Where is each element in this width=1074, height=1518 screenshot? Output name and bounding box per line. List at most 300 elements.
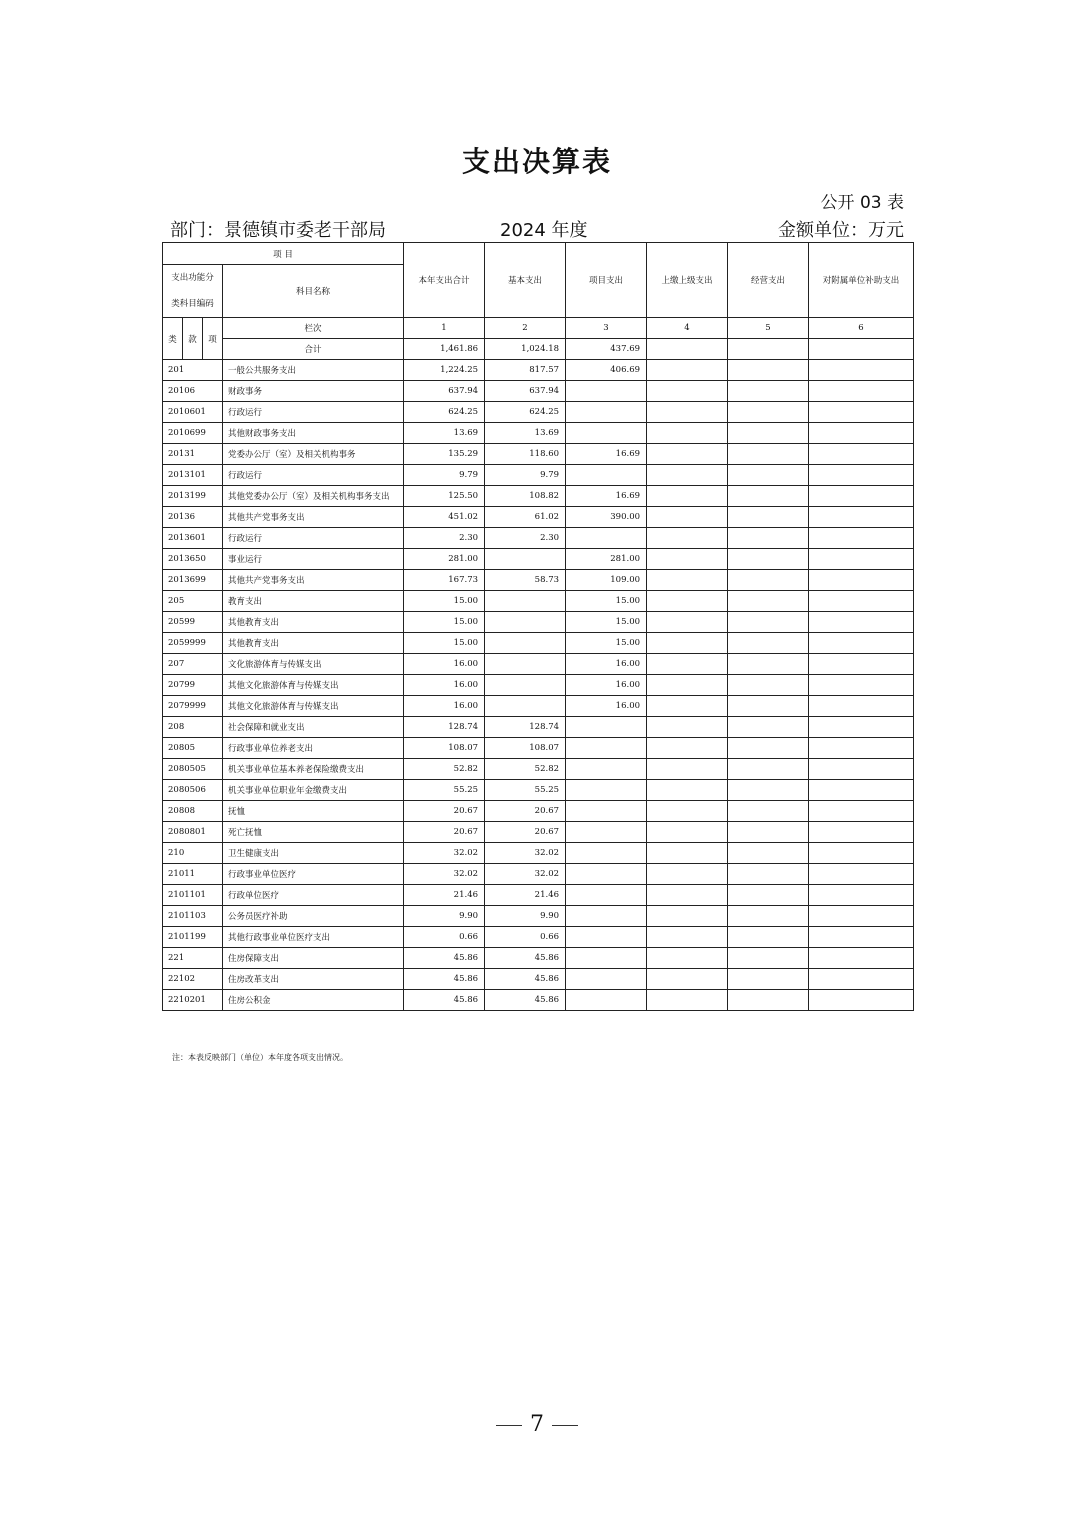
amount-cell bbox=[728, 507, 809, 528]
amount-cell: 21.46 bbox=[404, 885, 485, 906]
amount-cell: 55.25 bbox=[404, 780, 485, 801]
amount-cell: 108.07 bbox=[485, 738, 566, 759]
amount-cell: 52.82 bbox=[485, 759, 566, 780]
subject-code: 2013650 bbox=[163, 549, 223, 570]
table-row bbox=[163, 612, 914, 633]
amount-cell bbox=[566, 990, 647, 1011]
table-row bbox=[163, 486, 914, 507]
col-header-operating: 经营支出 bbox=[728, 243, 809, 318]
table-row bbox=[163, 675, 914, 696]
amount-cell bbox=[728, 843, 809, 864]
amount-cell bbox=[647, 990, 728, 1011]
header-item: 项 目 bbox=[163, 243, 404, 265]
amount-cell: 281.00 bbox=[566, 549, 647, 570]
subject-code: 2080506 bbox=[163, 780, 223, 801]
subject-name: 其他行政事业单位医疗支出 bbox=[223, 927, 404, 948]
amount-cell: 624.25 bbox=[404, 402, 485, 423]
amount-cell bbox=[728, 717, 809, 738]
amount-cell: 13.69 bbox=[404, 423, 485, 444]
amount-cell: 20.67 bbox=[485, 822, 566, 843]
amount-cell bbox=[647, 570, 728, 591]
subject-name: 其他党委办公厅（室）及相关机构事务支出 bbox=[223, 486, 404, 507]
form-number: 公开 03 表 bbox=[820, 193, 904, 213]
amount-cell bbox=[809, 780, 914, 801]
amount-cell bbox=[647, 381, 728, 402]
col-header-basic: 基本支出 bbox=[485, 243, 566, 318]
col-num: 3 bbox=[566, 318, 647, 339]
subject-code: 2013601 bbox=[163, 528, 223, 549]
subject-name: 其他共产党事务支出 bbox=[223, 507, 404, 528]
amount-cell bbox=[728, 885, 809, 906]
amount-cell bbox=[728, 906, 809, 927]
col-header-project: 项目支出 bbox=[566, 243, 647, 318]
amount-cell bbox=[728, 738, 809, 759]
amount-cell bbox=[728, 759, 809, 780]
amount-cell bbox=[809, 381, 914, 402]
amount-cell: 15.00 bbox=[566, 612, 647, 633]
amount-cell: 637.94 bbox=[404, 381, 485, 402]
subject-name: 住房保障支出 bbox=[223, 948, 404, 969]
amount-cell bbox=[647, 864, 728, 885]
amount-cell bbox=[566, 822, 647, 843]
subject-code: 2101199 bbox=[163, 927, 223, 948]
amount-cell: 817.57 bbox=[485, 360, 566, 381]
subject-name: 行政单位医疗 bbox=[223, 885, 404, 906]
subject-code: 2080505 bbox=[163, 759, 223, 780]
subject-name: 一般公共服务支出 bbox=[223, 360, 404, 381]
amount-cell bbox=[647, 801, 728, 822]
total-value bbox=[647, 339, 728, 360]
amount-cell bbox=[809, 675, 914, 696]
amount-cell bbox=[728, 402, 809, 423]
amount-cell: 125.50 bbox=[404, 486, 485, 507]
amount-cell: 16.00 bbox=[566, 675, 647, 696]
amount-cell: 61.02 bbox=[485, 507, 566, 528]
amount-cell bbox=[809, 486, 914, 507]
amount-cell bbox=[566, 843, 647, 864]
amount-cell: 281.00 bbox=[404, 549, 485, 570]
amount-cell: 45.86 bbox=[485, 969, 566, 990]
amount-cell bbox=[809, 927, 914, 948]
amount-cell bbox=[647, 738, 728, 759]
table-row bbox=[163, 843, 914, 864]
amount-cell: 9.79 bbox=[485, 465, 566, 486]
total-value: 1,024.18 bbox=[485, 339, 566, 360]
total-value bbox=[728, 339, 809, 360]
amount-cell: 15.00 bbox=[566, 591, 647, 612]
amount-cell bbox=[728, 591, 809, 612]
amount-cell: 45.86 bbox=[485, 990, 566, 1011]
table-row bbox=[163, 507, 914, 528]
subject-name: 党委办公厅（室）及相关机构事务 bbox=[223, 444, 404, 465]
amount-cell: 15.00 bbox=[566, 633, 647, 654]
subject-code: 20106 bbox=[163, 381, 223, 402]
amount-cell bbox=[728, 612, 809, 633]
subject-code: 2101101 bbox=[163, 885, 223, 906]
amount-cell bbox=[647, 885, 728, 906]
subject-name: 教育支出 bbox=[223, 591, 404, 612]
subject-code: 207 bbox=[163, 654, 223, 675]
amount-cell bbox=[647, 549, 728, 570]
subject-name: 其他文化旅游体育与传媒支出 bbox=[223, 696, 404, 717]
subject-name: 行政运行 bbox=[223, 465, 404, 486]
amount-cell: 16.00 bbox=[404, 675, 485, 696]
amount-cell bbox=[809, 969, 914, 990]
amount-cell bbox=[809, 864, 914, 885]
amount-cell bbox=[566, 948, 647, 969]
amount-cell bbox=[647, 633, 728, 654]
subject-name: 其他文化旅游体育与传媒支出 bbox=[223, 675, 404, 696]
amount-cell: 52.82 bbox=[404, 759, 485, 780]
subject-code: 210 bbox=[163, 843, 223, 864]
amount-cell bbox=[728, 570, 809, 591]
subject-code: 2101103 bbox=[163, 906, 223, 927]
amount-cell bbox=[647, 360, 728, 381]
amount-cell: 135.29 bbox=[404, 444, 485, 465]
amount-cell bbox=[566, 969, 647, 990]
page-dash-right bbox=[552, 1425, 578, 1426]
amount-cell: 16.00 bbox=[404, 654, 485, 675]
amount-cell bbox=[809, 885, 914, 906]
subject-code: 205 bbox=[163, 591, 223, 612]
subject-code: 20136 bbox=[163, 507, 223, 528]
header-lei: 类 bbox=[163, 318, 183, 360]
amount-cell: 32.02 bbox=[404, 864, 485, 885]
amount-cell bbox=[728, 360, 809, 381]
table-row bbox=[163, 654, 914, 675]
amount-cell bbox=[728, 780, 809, 801]
amount-cell bbox=[728, 675, 809, 696]
amount-cell bbox=[566, 864, 647, 885]
amount-cell bbox=[485, 633, 566, 654]
amount-cell: 624.25 bbox=[485, 402, 566, 423]
header-func-class bbox=[163, 265, 223, 318]
col-num: 5 bbox=[728, 318, 809, 339]
subject-name: 机关事业单位基本养老保险缴费支出 bbox=[223, 759, 404, 780]
table-row bbox=[163, 696, 914, 717]
subject-name: 卫生健康支出 bbox=[223, 843, 404, 864]
table-row bbox=[163, 780, 914, 801]
amount-cell bbox=[647, 948, 728, 969]
amount-cell bbox=[485, 675, 566, 696]
amount-cell bbox=[809, 465, 914, 486]
amount-cell bbox=[728, 822, 809, 843]
table-row bbox=[163, 969, 914, 990]
table-row bbox=[163, 801, 914, 822]
amount-cell bbox=[647, 507, 728, 528]
subject-code: 20599 bbox=[163, 612, 223, 633]
table-row bbox=[163, 738, 914, 759]
subject-code: 20808 bbox=[163, 801, 223, 822]
amount-cell bbox=[647, 969, 728, 990]
amount-cell bbox=[728, 696, 809, 717]
subject-code: 2013699 bbox=[163, 570, 223, 591]
expenditure-table bbox=[162, 242, 914, 1011]
table-row bbox=[163, 717, 914, 738]
col-num: 1 bbox=[404, 318, 485, 339]
table-row bbox=[163, 360, 914, 381]
header-func-class-line1: 支出功能分 bbox=[171, 273, 214, 283]
amount-unit: 金额单位：万元 bbox=[778, 220, 904, 241]
table-row bbox=[163, 864, 914, 885]
amount-cell bbox=[809, 717, 914, 738]
table-row bbox=[163, 885, 914, 906]
amount-cell bbox=[647, 528, 728, 549]
amount-cell bbox=[485, 612, 566, 633]
amount-cell bbox=[647, 822, 728, 843]
amount-cell bbox=[809, 444, 914, 465]
amount-cell: 16.69 bbox=[566, 444, 647, 465]
amount-cell bbox=[647, 465, 728, 486]
amount-cell: 20.67 bbox=[404, 822, 485, 843]
table-row bbox=[163, 948, 914, 969]
amount-cell bbox=[809, 696, 914, 717]
subject-code: 20799 bbox=[163, 675, 223, 696]
col-num: 6 bbox=[809, 318, 914, 339]
amount-cell bbox=[728, 423, 809, 444]
amount-cell bbox=[728, 633, 809, 654]
subject-name: 行政运行 bbox=[223, 528, 404, 549]
amount-cell bbox=[485, 549, 566, 570]
amount-cell: 637.94 bbox=[485, 381, 566, 402]
table-body bbox=[163, 360, 914, 1011]
table-row bbox=[163, 528, 914, 549]
amount-cell bbox=[647, 696, 728, 717]
amount-cell bbox=[809, 843, 914, 864]
amount-cell: 451.02 bbox=[404, 507, 485, 528]
amount-cell bbox=[647, 444, 728, 465]
subject-name: 抚恤 bbox=[223, 801, 404, 822]
amount-cell bbox=[647, 402, 728, 423]
subject-code: 2079999 bbox=[163, 696, 223, 717]
amount-cell bbox=[566, 927, 647, 948]
col-header-remit: 上缴上级支出 bbox=[647, 243, 728, 318]
total-value bbox=[809, 339, 914, 360]
col-num: 2 bbox=[485, 318, 566, 339]
amount-cell: 58.73 bbox=[485, 570, 566, 591]
amount-cell: 15.00 bbox=[404, 591, 485, 612]
total-label: 合计 bbox=[223, 339, 404, 360]
amount-cell: 0.66 bbox=[485, 927, 566, 948]
subject-name: 其他教育支出 bbox=[223, 633, 404, 654]
amount-cell bbox=[647, 906, 728, 927]
amount-cell bbox=[566, 906, 647, 927]
amount-cell: 16.00 bbox=[404, 696, 485, 717]
subject-name: 公务员医疗补助 bbox=[223, 906, 404, 927]
page-dash-left bbox=[496, 1425, 522, 1426]
amount-cell bbox=[566, 801, 647, 822]
amount-cell: 32.02 bbox=[404, 843, 485, 864]
subject-name: 其他教育支出 bbox=[223, 612, 404, 633]
amount-cell: 9.90 bbox=[485, 906, 566, 927]
amount-cell bbox=[647, 927, 728, 948]
subject-name: 社会保障和就业支出 bbox=[223, 717, 404, 738]
amount-cell: 167.73 bbox=[404, 570, 485, 591]
amount-cell bbox=[728, 528, 809, 549]
amount-cell bbox=[809, 654, 914, 675]
amount-cell: 108.07 bbox=[404, 738, 485, 759]
amount-cell bbox=[809, 612, 914, 633]
subject-code: 2059999 bbox=[163, 633, 223, 654]
col-num: 4 bbox=[647, 318, 728, 339]
amount-cell bbox=[728, 549, 809, 570]
amount-cell bbox=[485, 654, 566, 675]
table-row bbox=[163, 549, 914, 570]
amount-cell bbox=[647, 717, 728, 738]
amount-cell: 0.66 bbox=[404, 927, 485, 948]
amount-cell bbox=[809, 759, 914, 780]
amount-cell: 16.00 bbox=[566, 696, 647, 717]
amount-cell: 128.74 bbox=[485, 717, 566, 738]
amount-cell bbox=[809, 528, 914, 549]
amount-cell bbox=[566, 528, 647, 549]
subject-code: 208 bbox=[163, 717, 223, 738]
amount-cell: 2.30 bbox=[404, 528, 485, 549]
amount-cell: 45.86 bbox=[404, 969, 485, 990]
subject-code: 22102 bbox=[163, 969, 223, 990]
amount-cell: 32.02 bbox=[485, 843, 566, 864]
info-row bbox=[170, 216, 904, 240]
table-row bbox=[163, 927, 914, 948]
amount-cell: 108.82 bbox=[485, 486, 566, 507]
amount-cell bbox=[728, 486, 809, 507]
amount-cell bbox=[647, 612, 728, 633]
total-value: 437.69 bbox=[566, 339, 647, 360]
table-row bbox=[163, 633, 914, 654]
header-xiang: 项 bbox=[203, 318, 223, 360]
col-header-subsidy: 对附属单位补助支出 bbox=[809, 243, 914, 318]
header-lanci: 栏次 bbox=[223, 318, 404, 339]
amount-cell bbox=[485, 591, 566, 612]
table-row bbox=[163, 759, 914, 780]
subject-code: 20805 bbox=[163, 738, 223, 759]
amount-cell bbox=[809, 360, 914, 381]
amount-cell bbox=[809, 507, 914, 528]
header-func-class-line2: 类科目编码 bbox=[171, 299, 214, 309]
amount-cell bbox=[566, 717, 647, 738]
amount-cell: 13.69 bbox=[485, 423, 566, 444]
amount-cell: 2.30 bbox=[485, 528, 566, 549]
table-row bbox=[163, 990, 914, 1011]
table-note: 注：本表反映部门（单位）本年度各项支出情况。 bbox=[172, 1053, 348, 1062]
amount-cell bbox=[647, 654, 728, 675]
amount-cell bbox=[809, 402, 914, 423]
amount-cell bbox=[566, 738, 647, 759]
amount-cell bbox=[809, 990, 914, 1011]
table-row bbox=[163, 444, 914, 465]
table-row bbox=[163, 591, 914, 612]
amount-cell bbox=[647, 759, 728, 780]
amount-cell: 45.86 bbox=[485, 948, 566, 969]
amount-cell bbox=[728, 948, 809, 969]
amount-cell bbox=[485, 696, 566, 717]
amount-cell bbox=[647, 423, 728, 444]
table-row bbox=[163, 423, 914, 444]
amount-cell bbox=[647, 486, 728, 507]
subject-code: 201 bbox=[163, 360, 223, 381]
amount-cell: 128.74 bbox=[404, 717, 485, 738]
page-number bbox=[0, 1412, 1074, 1437]
table-row bbox=[163, 570, 914, 591]
subject-code: 20131 bbox=[163, 444, 223, 465]
amount-cell bbox=[728, 969, 809, 990]
amount-cell: 9.79 bbox=[404, 465, 485, 486]
table-row bbox=[163, 402, 914, 423]
table-row bbox=[163, 381, 914, 402]
amount-cell: 118.60 bbox=[485, 444, 566, 465]
amount-cell: 406.69 bbox=[566, 360, 647, 381]
subject-code: 2013199 bbox=[163, 486, 223, 507]
amount-cell bbox=[647, 591, 728, 612]
subject-name: 事业运行 bbox=[223, 549, 404, 570]
amount-cell: 21.46 bbox=[485, 885, 566, 906]
amount-cell bbox=[728, 801, 809, 822]
amount-cell bbox=[809, 822, 914, 843]
amount-cell bbox=[647, 780, 728, 801]
amount-cell: 9.90 bbox=[404, 906, 485, 927]
subject-code: 2010601 bbox=[163, 402, 223, 423]
table-row bbox=[163, 465, 914, 486]
amount-cell: 390.00 bbox=[566, 507, 647, 528]
amount-cell bbox=[809, 549, 914, 570]
amount-cell bbox=[728, 381, 809, 402]
header-subject-name: 科目名称 bbox=[223, 265, 404, 318]
amount-cell bbox=[728, 990, 809, 1011]
subject-name: 其他共产党事务支出 bbox=[223, 570, 404, 591]
amount-cell bbox=[809, 633, 914, 654]
subject-name: 行政事业单位养老支出 bbox=[223, 738, 404, 759]
amount-cell: 45.86 bbox=[404, 990, 485, 1011]
subject-name: 行政事业单位医疗 bbox=[223, 864, 404, 885]
subject-code: 221 bbox=[163, 948, 223, 969]
amount-cell bbox=[647, 675, 728, 696]
amount-cell bbox=[809, 738, 914, 759]
amount-cell: 20.67 bbox=[404, 801, 485, 822]
amount-cell: 16.69 bbox=[566, 486, 647, 507]
amount-cell: 15.00 bbox=[404, 612, 485, 633]
table-row bbox=[163, 822, 914, 843]
amount-cell bbox=[728, 465, 809, 486]
amount-cell bbox=[809, 570, 914, 591]
header-kuan: 款 bbox=[183, 318, 203, 360]
amount-cell bbox=[566, 381, 647, 402]
amount-cell bbox=[809, 423, 914, 444]
subject-code: 2210201 bbox=[163, 990, 223, 1011]
amount-cell bbox=[809, 801, 914, 822]
subject-code: 2013101 bbox=[163, 465, 223, 486]
amount-cell: 45.86 bbox=[404, 948, 485, 969]
amount-cell bbox=[647, 843, 728, 864]
amount-cell bbox=[728, 444, 809, 465]
amount-cell bbox=[728, 654, 809, 675]
amount-cell bbox=[809, 948, 914, 969]
amount-cell: 15.00 bbox=[404, 633, 485, 654]
amount-cell bbox=[566, 780, 647, 801]
fiscal-year: 2024 年度 bbox=[500, 220, 588, 241]
subject-name: 行政运行 bbox=[223, 402, 404, 423]
amount-cell bbox=[566, 759, 647, 780]
amount-cell bbox=[728, 864, 809, 885]
amount-cell bbox=[728, 927, 809, 948]
amount-cell: 32.02 bbox=[485, 864, 566, 885]
department-label: 部门：景德镇市委老干部局 bbox=[170, 220, 386, 241]
subject-name: 其他财政事务支出 bbox=[223, 423, 404, 444]
amount-cell: 16.00 bbox=[566, 654, 647, 675]
amount-cell: 1,224.25 bbox=[404, 360, 485, 381]
table-row bbox=[163, 906, 914, 927]
amount-cell: 55.25 bbox=[485, 780, 566, 801]
subject-name: 住房改革支出 bbox=[223, 969, 404, 990]
